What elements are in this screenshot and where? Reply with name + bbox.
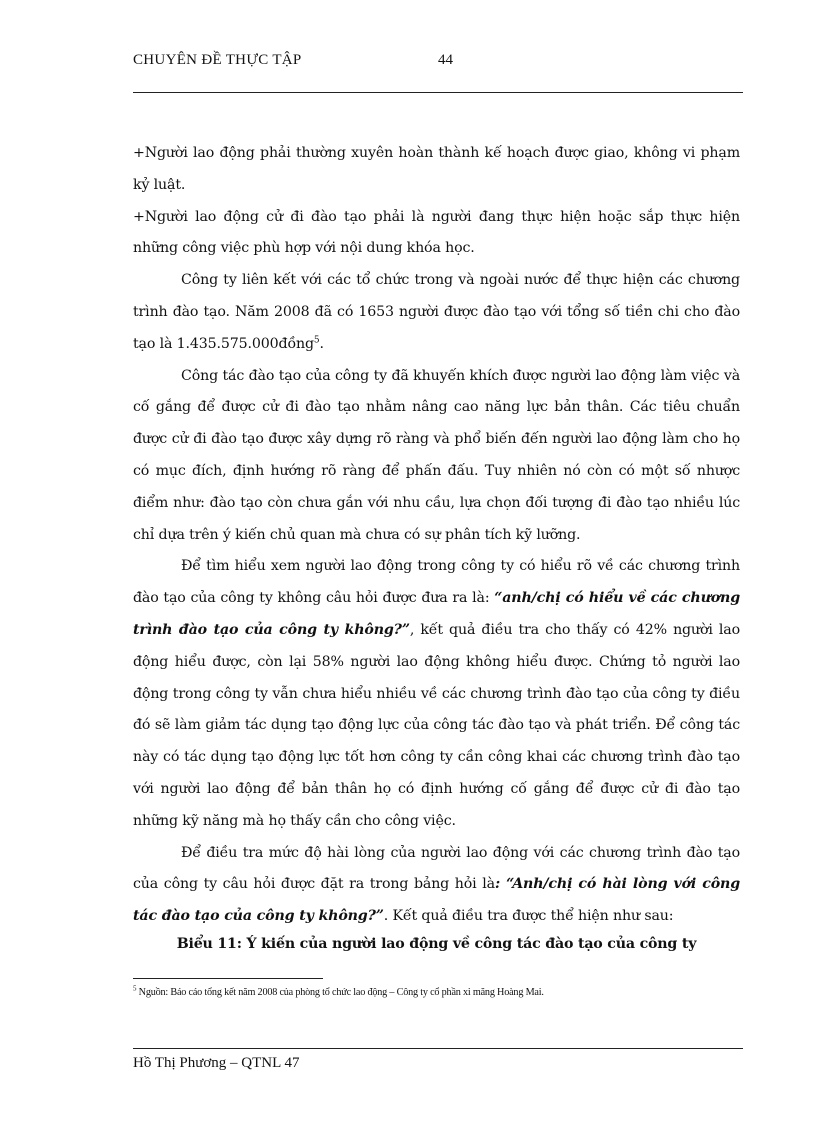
footnote-reference: 5 — [313, 335, 320, 346]
page-header — [133, 52, 743, 76]
survey-understanding-result: , kết quả điều tra cho thấy có 42% người lao động hiểu được, còn lại 58% người lao động không hiểu được. Chứng tỏ người lao động trong công ty vẫn chưa hiểu nhiều về các chương trình đào tạo của công ty điều đó sẽ làm giảm tác dụng tạo động lực của công tác đào tạo và phát triển. Để công tác này có tác dụng tạo động lực tốt hơn công ty cần công khai các chương trình đào tạo với người lao động để bản thân họ có định hướng cố gắng để được cử đi đào tạo những kỹ năng mà họ thấy cần cho công việc. — [133, 621, 740, 829]
footnote — [133, 984, 743, 998]
paragraph-requirement-2: +Người lao động cử đi đào tạo phải là người đang thực hiện hoặc sắp thực hiện những công việc phù hợp với nội dung khóa học. — [133, 208, 740, 257]
header-divider — [133, 92, 743, 93]
survey-satisfaction-intro: Để điều tra mức độ hài lòng của người lao động với các chương trình đào tạo của công ty câu hỏi được đặt ra trong bảng hỏi là — [133, 844, 740, 893]
footnote-number: 5 — [133, 984, 137, 993]
paragraph-partnership — [133, 265, 740, 360]
survey-understanding-question: “anh/chị có hiểu về các chương trình đào tạo của công ty không?” — [133, 590, 740, 638]
paragraph-evaluation: Công tác đào tạo của công ty đã khuyến khích được người lao động làm việc và cố gắng để được cử đi đào tạo nhằm nâng cao năng lực bản thân. Các tiêu chuẩn được cử đi đào tạo được xây dựng rõ ràng và phổ biến đến người lao động làm cho họ có mục đích, định hướng rõ ràng để phấn đấu. Tuy nhiên nó còn có một số nhược điểm như: đào tạo còn chưa gắn với nhu cầu, lựa chọn đối tượng đi đào tạo nhiều lúc chỉ dựa trên ý kiến chủ quan mà chưa có sự phân tích kỹ lưỡng. — [133, 367, 740, 543]
footnote-text: Nguồn: Báo cáo tổng kết năm 2008 của phòng tổ chức lao động – Công ty cổ phần xi măng Hoàng Mai. — [136, 987, 544, 998]
paragraph-survey-satisfaction — [133, 838, 740, 933]
survey-satisfaction-result: . Kết quả điều tra được thể hiện như sau: — [383, 908, 674, 925]
header-title: CHUYÊN ĐỀ THỰC TẬP — [133, 52, 302, 68]
footer-author: Hồ Thị Phương – QTNL 47 — [133, 1055, 300, 1071]
chart-caption: Biểu 11: Ý kiến của người lao động về công tác đào tạo của công ty — [176, 936, 697, 952]
footnote-divider — [133, 978, 323, 979]
body-text — [133, 138, 740, 933]
survey-satisfaction-question: : “Anh/chị có hài lòng với công tác đào tạo của công ty không?” — [133, 876, 740, 925]
footer-divider — [133, 1048, 743, 1049]
paragraph-partnership-end: . — [319, 335, 324, 352]
page-number: 44 — [438, 52, 453, 68]
paragraph-requirement-1: +Người lao động phải thường xuyên hoàn thành kế hoạch được giao, không vi phạm kỷ luật. — [133, 145, 740, 193]
paragraph-partnership-text: Công ty liên kết với các tổ chức trong và ngoài nước để thực hiện các chương trình đào tạo. Năm 2008 đã có 1653 người được đào tạo với tổng số tiền chi cho đào tạo là 1.435.575.000đồng — [133, 272, 740, 352]
paragraph-survey-understanding — [133, 551, 740, 837]
survey-understanding-intro: Để tìm hiểu xem người lao động trong công ty có hiểu rõ về các chương trình đào tạo của công ty không câu hỏi được đưa ra là: — [133, 558, 740, 607]
